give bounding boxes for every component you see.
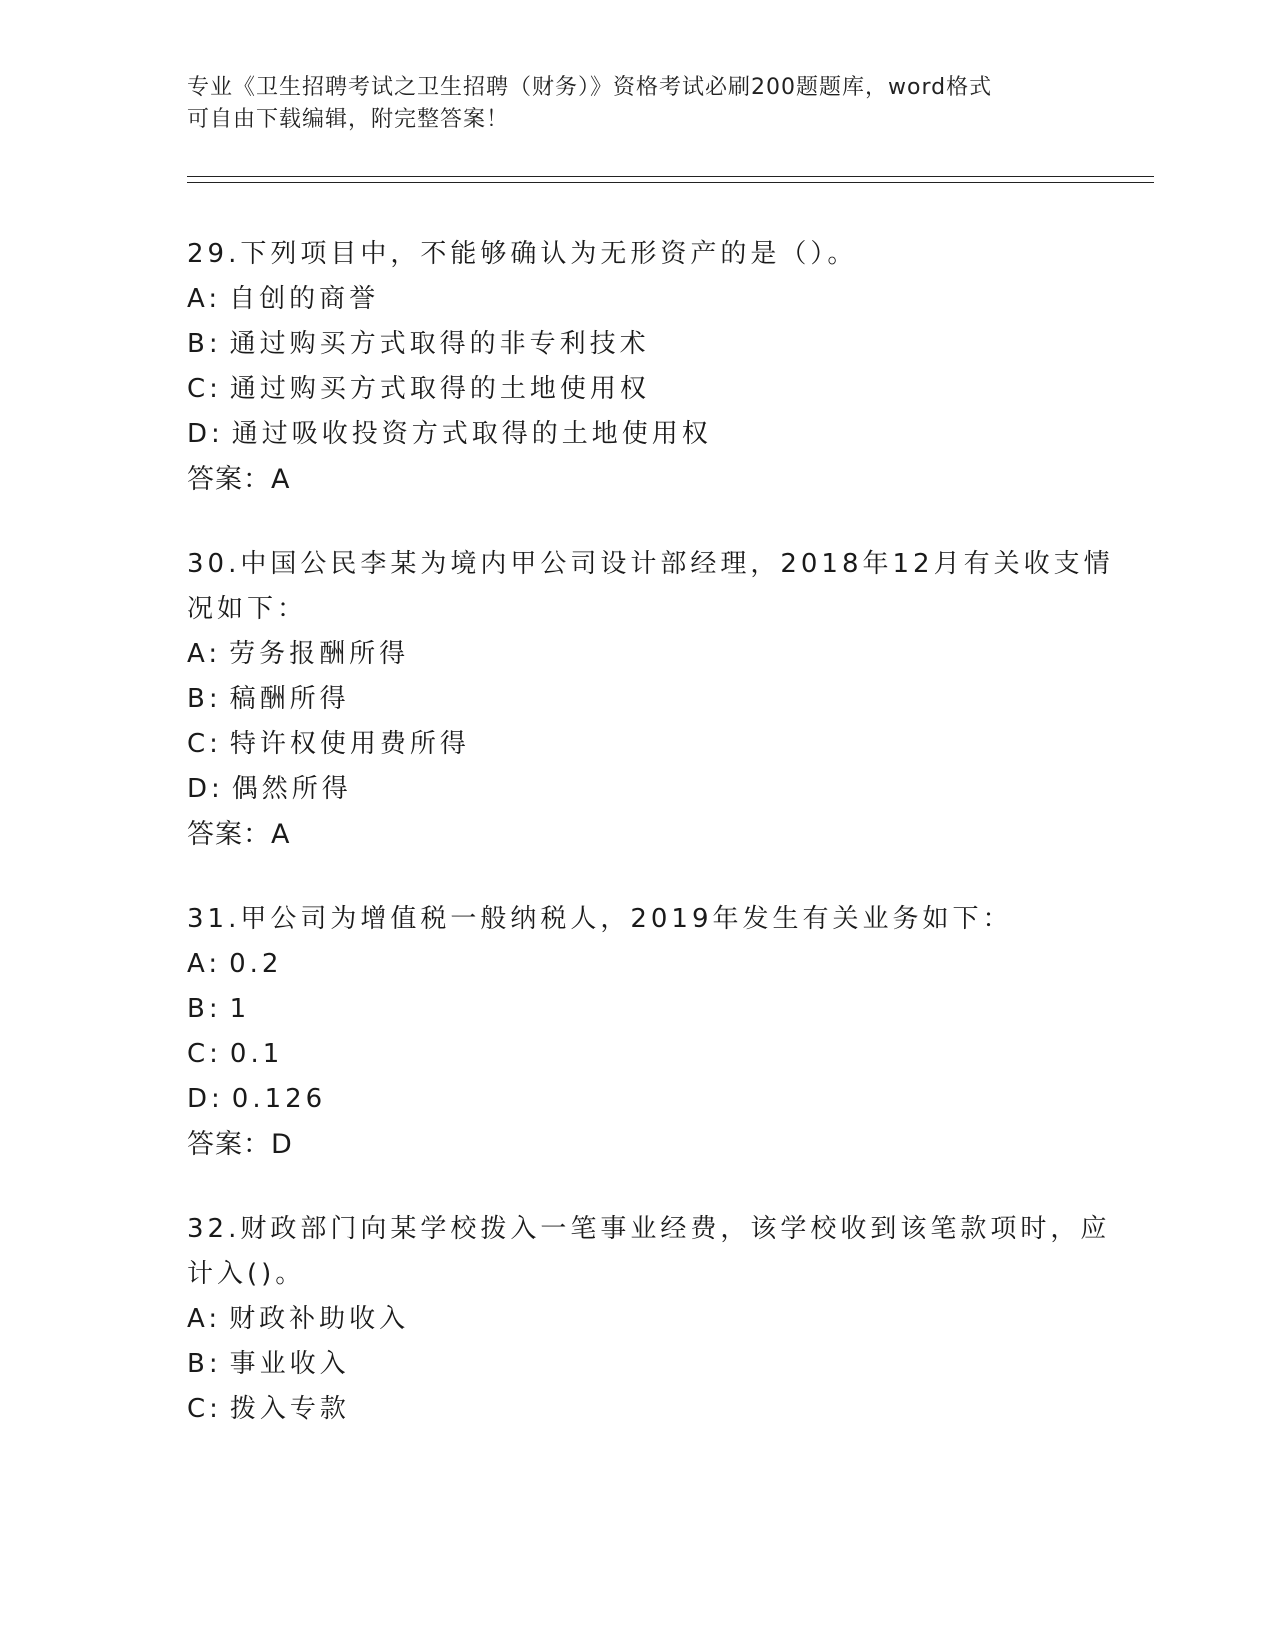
question-stem-continued: 计入()。	[187, 1259, 306, 1289]
question-stem: 31.甲公司为增值税一般纳税人，2019年发生有关业务如下：	[187, 904, 1013, 934]
option-letter: A:	[187, 284, 222, 314]
question-29	[187, 232, 1087, 502]
option-c	[187, 722, 1087, 767]
option-b	[187, 322, 1087, 367]
question-stem: 32.财政部门向某学校拨入一笔事业经费，该学校收到该笔款项时，应	[187, 1214, 1111, 1244]
question-32	[187, 1207, 1111, 1432]
option-text: 0.126	[231, 1084, 327, 1114]
option-text: 1	[229, 994, 251, 1024]
option-a	[187, 632, 1087, 677]
option-c	[187, 1032, 1087, 1077]
option-text: 偶然所得	[231, 774, 352, 804]
header-line-2: 可自由下载编辑，附完整答案！	[187, 107, 510, 132]
option-letter: D:	[187, 774, 224, 804]
question-31	[187, 897, 1087, 1167]
option-letter: A:	[187, 949, 222, 979]
option-letter: D:	[187, 1084, 224, 1114]
header-divider-top	[187, 176, 1154, 177]
option-d	[187, 767, 1087, 812]
question-list	[187, 232, 1114, 1472]
option-d	[187, 1077, 1087, 1122]
option-text: 拨入专款	[229, 1394, 350, 1424]
option-b	[187, 1342, 1087, 1387]
question-30	[187, 542, 1114, 857]
option-text: 稿酬所得	[229, 684, 350, 714]
option-text: 自创的商誉	[229, 284, 380, 314]
option-letter: B:	[187, 684, 222, 714]
option-letter: B:	[187, 329, 222, 359]
option-a	[187, 942, 1087, 987]
option-text: 特许权使用费所得	[229, 729, 470, 759]
option-text: 通过购买方式取得的非专利技术	[229, 329, 650, 359]
question-stem-continued: 况如下：	[187, 594, 308, 624]
option-text: 0.1	[229, 1039, 284, 1069]
option-text: 财政补助收入	[229, 1304, 410, 1334]
option-letter: A:	[187, 639, 222, 669]
option-letter: B:	[187, 994, 222, 1024]
option-text: 通过购买方式取得的土地使用权	[229, 374, 650, 404]
option-letter: C:	[187, 1394, 222, 1424]
question-stem: 30.中国公民李某为境内甲公司设计部经理，2018年12月有关收支情	[187, 549, 1114, 579]
answer-line: 答案：D	[187, 1129, 293, 1160]
option-a	[187, 277, 1087, 322]
option-text: 0.2	[229, 949, 283, 979]
option-text: 通过吸收投资方式取得的土地使用权	[231, 419, 712, 449]
option-letter: C:	[187, 1039, 222, 1069]
option-letter: B:	[187, 1349, 222, 1379]
option-letter: D:	[187, 419, 224, 449]
document-header	[187, 72, 1067, 136]
option-letter: A:	[187, 1304, 222, 1334]
header-line-1: 专业《卫生招聘考试之卫生招聘（财务）》资格考试必刷200题题库，word格式	[187, 75, 993, 100]
header-divider-bottom	[187, 182, 1154, 183]
option-a	[187, 1297, 1087, 1342]
option-b	[187, 677, 1087, 722]
question-stem: 29.下列项目中，不能够确认为无形资产的是（）。	[187, 239, 858, 269]
option-d	[187, 412, 1087, 457]
option-letter: C:	[187, 729, 222, 759]
answer-line: 答案：A	[187, 464, 291, 495]
option-b	[187, 987, 1087, 1032]
option-letter: C:	[187, 374, 222, 404]
option-c	[187, 1387, 1087, 1432]
answer-line: 答案：A	[187, 819, 291, 850]
option-c	[187, 367, 1087, 412]
option-text: 事业收入	[229, 1349, 350, 1379]
option-text: 劳务报酬所得	[229, 639, 410, 669]
